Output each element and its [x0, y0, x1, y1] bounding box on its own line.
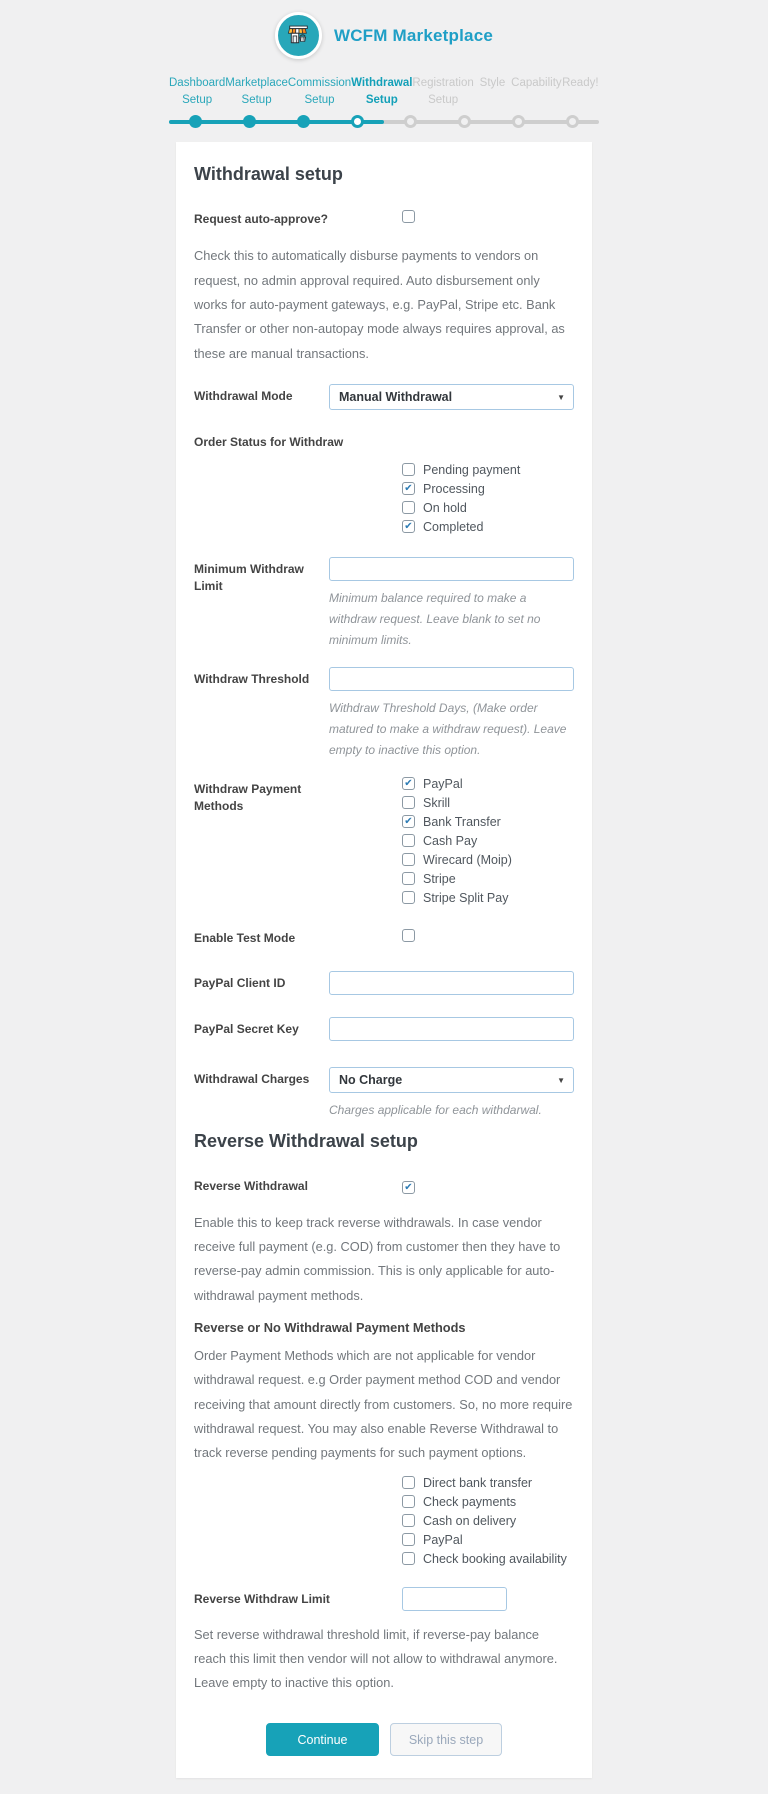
page-title: Withdrawal setup [194, 164, 343, 185]
dot-ready [545, 115, 599, 128]
wcfm-logo [275, 12, 322, 59]
payment-methods-row [194, 777, 574, 910]
reverse-withdraw-limit-label: Reverse Withdraw Limit [194, 1591, 330, 1606]
min-withdraw-limit-help: Minimum balance required to make a withdraw request. Leave blank to set no minimum limits. [329, 590, 541, 647]
step-ready: Ready! [562, 77, 599, 89]
order-status-label: Order Status for Withdraw [194, 434, 344, 449]
order-status-row [194, 463, 574, 539]
checkbox-icon[interactable] [402, 501, 415, 514]
dropdown-arrow-icon: ▼ [557, 392, 565, 402]
withdrawal-mode-row [194, 384, 574, 410]
reverse-withdrawal-checkbox[interactable] [402, 1181, 415, 1194]
option-bank-transfer[interactable]: ✔ Bank Transfer [402, 815, 574, 829]
option-reverse-paypal[interactable]: PayPal [402, 1533, 574, 1547]
reverse-methods-description: Order Payment Methods which are not applicable for vendor withdrawal request. e.g Order payment method COD and vendor receiving that amount directly from customers. So, no more require withdrawal request. You may also enable Reverse Withdrawal to track reverse pending payments for such payment options. [194, 1347, 573, 1461]
reverse-withdraw-limit-input[interactable] [402, 1587, 507, 1611]
reverse-limit-description: Set reverse withdrawal threshold limit, if reverse-pay balance reach this limit then vendor will not allow to withdrawal anymore. Leave empty to inactive this option. [194, 1626, 558, 1691]
wizard-steps [169, 75, 599, 128]
withdrawal-charges-row [194, 1067, 574, 1121]
min-withdraw-limit-row [194, 557, 574, 651]
option-direct-bank-transfer[interactable]: Direct bank transfer [402, 1476, 574, 1490]
brand-title: WCFM Marketplace [333, 25, 494, 45]
withdraw-threshold-label: Withdraw Threshold [194, 671, 310, 686]
checkbox-icon[interactable] [402, 777, 415, 790]
step-registration-setup: Registration Setup [412, 77, 474, 106]
reverse-withdrawal-label: Reverse Withdrawal [194, 1178, 308, 1193]
option-check-payments[interactable]: Check payments [402, 1495, 574, 1509]
option-wirecard[interactable]: Wirecard (Moip) [402, 853, 574, 867]
paypal-secret-key-input[interactable] [329, 1017, 574, 1041]
auto-approve-row [194, 207, 574, 228]
option-stripe[interactable]: Stripe [402, 872, 574, 886]
dot-withdrawal [330, 115, 384, 128]
payment-methods-label: Withdraw Payment Methods [194, 781, 302, 813]
progress-dots [169, 115, 599, 128]
checkbox-icon[interactable] [402, 520, 415, 533]
option-cash-on-delivery[interactable]: Cash on delivery [402, 1514, 574, 1528]
auto-approve-description: Check this to automatically disburse payments to vendors on request, no admin approval required. Auto disbursement only works for auto-payment gateways, e.g. PayPal, Stripe etc. Bank Transfer or other non-autopay mode always requires approval, as these are manual transactions. [194, 248, 565, 361]
checkbox-icon[interactable] [402, 872, 415, 885]
reverse-withdraw-limit-row [194, 1587, 574, 1611]
checkbox-icon[interactable] [402, 1495, 415, 1508]
order-status-options [329, 463, 574, 539]
dot-capability [492, 115, 546, 128]
option-paypal[interactable]: ✔ PayPal [402, 777, 574, 791]
option-on-hold[interactable]: On hold [402, 501, 574, 515]
checkbox-icon[interactable] [402, 834, 415, 847]
auto-approve-checkbox[interactable] [402, 210, 415, 223]
reverse-methods-row [194, 1476, 574, 1571]
withdrawal-charges-select[interactable] [329, 1067, 574, 1093]
test-mode-row [194, 926, 574, 947]
checkbox-icon[interactable] [402, 1552, 415, 1565]
dot-commission [277, 115, 331, 128]
reverse-withdrawal-row [194, 1174, 574, 1195]
checkbox-icon[interactable] [402, 815, 415, 828]
paypal-client-id-input[interactable] [329, 971, 574, 995]
checkbox-icon[interactable] [402, 853, 415, 866]
withdrawal-mode-label: Withdrawal Mode [194, 388, 293, 403]
footer-actions [194, 1723, 574, 1756]
checkbox-icon[interactable] [402, 1514, 415, 1527]
step-style: Style [479, 77, 506, 89]
checkbox-icon[interactable] [402, 1476, 415, 1489]
checkbox-icon[interactable] [402, 482, 415, 495]
withdraw-threshold-help: Withdraw Threshold Days, (Make order matured to make a withdraw request). Leave empty to inactive this option. [329, 700, 567, 757]
continue-button[interactable]: Continue [266, 1723, 379, 1756]
payment-methods-options [329, 777, 574, 910]
dropdown-arrow-icon: ▼ [557, 1075, 565, 1085]
option-processing[interactable]: ✔ Processing [402, 482, 574, 496]
step-withdrawal-setup[interactable]: Withdrawal Setup [351, 77, 413, 106]
checkbox-icon[interactable] [402, 463, 415, 476]
withdraw-threshold-input[interactable] [329, 667, 574, 691]
withdrawal-charges-value: No Charge [339, 1072, 403, 1087]
step-dashboard-setup[interactable]: Dashboard Setup [169, 77, 226, 106]
option-cash-pay[interactable]: Cash Pay [402, 834, 574, 848]
reverse-methods-options [329, 1476, 574, 1571]
paypal-secret-key-row [194, 1017, 574, 1041]
paypal-secret-key-label: PayPal Secret Key [194, 1021, 299, 1036]
withdrawal-setup-card [176, 142, 592, 1778]
dot-registration [384, 115, 438, 128]
option-stripe-split-pay[interactable]: Stripe Split Pay [402, 891, 574, 905]
option-completed[interactable]: ✔ Completed [402, 520, 574, 534]
progress-track [169, 115, 599, 128]
reverse-description: Enable this to keep track reverse withdrawals. In case vendor receive full payment (e.g. COD) from customer then they have to reverse-pay admin commission. This is only applicable for auto-withdrawal payment methods. [194, 1214, 561, 1303]
withdrawal-charges-help: Charges applicable for each withdarwal. [329, 1102, 542, 1117]
withdrawal-mode-value: Manual Withdrawal [339, 389, 453, 404]
step-commission-setup[interactable]: Commission Setup [287, 77, 352, 106]
option-pending-payment[interactable]: Pending payment [402, 463, 574, 477]
auto-approve-label: Request auto-approve? [194, 212, 329, 227]
storefront-icon [285, 22, 312, 49]
withdraw-threshold-row [194, 667, 574, 761]
step-capability: Capability [511, 77, 562, 89]
withdrawal-mode-select[interactable] [329, 384, 574, 410]
withdrawal-charges-label: Withdrawal Charges [194, 1071, 310, 1086]
dot-style [438, 115, 492, 128]
step-labels [169, 75, 599, 108]
checkbox-icon[interactable] [402, 1533, 415, 1546]
reverse-methods-heading: Reverse or No Withdrawal Payment Methods [194, 1319, 466, 1335]
min-withdraw-limit-input[interactable] [329, 557, 574, 581]
test-mode-checkbox[interactable] [402, 929, 415, 942]
checkbox-icon[interactable] [402, 891, 415, 904]
dot-marketplace [223, 115, 277, 128]
step-marketplace-setup[interactable]: Marketplace Setup [225, 77, 288, 106]
option-skrill[interactable]: Skrill [402, 796, 574, 810]
reverse-section-title: Reverse Withdrawal setup [194, 1130, 418, 1151]
paypal-client-id-row [194, 971, 574, 995]
header [0, 12, 768, 59]
option-check-booking-availability[interactable]: Check booking availability [402, 1552, 574, 1566]
skip-step-button[interactable]: Skip this step [390, 1723, 502, 1756]
checkbox-icon[interactable] [402, 796, 415, 809]
paypal-client-id-label: PayPal Client ID [194, 975, 286, 990]
min-withdraw-limit-label: Minimum Withdraw Limit [194, 561, 304, 593]
test-mode-label: Enable Test Mode [194, 930, 296, 945]
order-status-heading-row [194, 434, 574, 451]
dot-dashboard [169, 115, 223, 128]
